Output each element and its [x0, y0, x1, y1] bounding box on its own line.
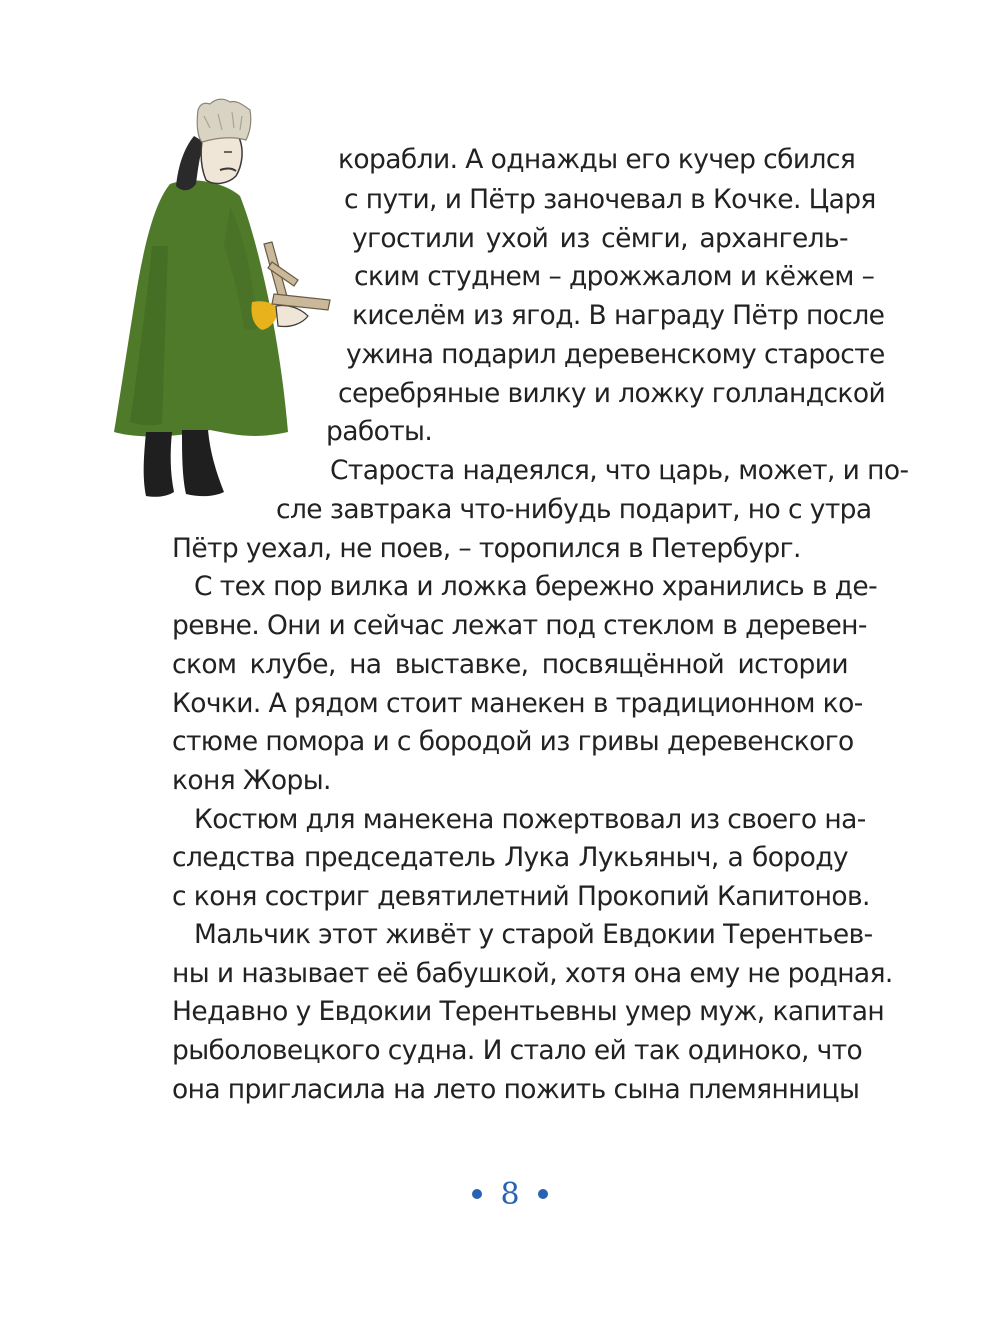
text-line: Мальчик этот живёт у старой Евдокии Терентьев-: [194, 919, 873, 950]
text-line: ским студнем – дрожжалом и кёжем –: [354, 261, 875, 292]
page-number: [460, 1172, 560, 1216]
text-line: стюме помора и с бородой из гривы деревенского: [172, 726, 854, 757]
text-line: рыболовецкого судна. И стало ей так одиноко, что: [172, 1035, 863, 1066]
text-line: ревне. Они и сейчас лежат под стеклом в деревен-: [172, 610, 867, 641]
text-line: Староста надеялся, что царь, может, и по-: [330, 455, 909, 486]
text-line: она пригласила на лето пожить сына племянницы: [172, 1074, 860, 1105]
text-line: работы.: [326, 416, 433, 447]
text-line: коня Жоры.: [172, 765, 331, 796]
text-line: С тех пор вилка и ложка бережно хранились в де-: [194, 571, 878, 602]
dot-icon: [472, 1189, 482, 1199]
text-line: с пути, и Пётр заночевал в Кочке. Царя: [344, 184, 876, 215]
page-number-value: 8: [500, 1176, 520, 1212]
text-line: с коня состриг девятилетний Прокопий Капитонов.: [172, 881, 870, 912]
text-line: Кочки. А рядом стоит манекен в традиционном ко-: [172, 688, 863, 719]
text-line: серебряные вилку и ложку голландской: [338, 378, 886, 409]
dot-icon: [538, 1189, 548, 1199]
text-line: Пётр уехал, не поев, – торопился в Петербург.: [172, 533, 801, 564]
text-line: угостили ухой из сёмги, архангель-: [352, 223, 848, 254]
text-line: Костюм для манекена пожертвовал из своего на-: [194, 804, 866, 835]
text-line: ужина подарил деревенскому старосте: [346, 339, 885, 370]
text-line: Недавно у Евдокии Терентьевны умер муж, капитан: [172, 996, 885, 1027]
text-line: киселём из ягод. В награду Пётр после: [352, 300, 885, 331]
text-line: корабли. А однажды его кучер сбился: [338, 144, 856, 175]
text-line: ны и называет её бабушкой, хотя она ему не родная.: [172, 958, 893, 989]
text-line: ском клубе, на выставке, посвящённой истории: [172, 649, 848, 680]
text-line: сле завтрака что-нибудь подарит, но с утра: [276, 494, 872, 525]
peter-the-great-figure-icon: [112, 96, 338, 502]
text-line: следства председатель Лука Лукьяныч, а бороду: [172, 842, 848, 873]
